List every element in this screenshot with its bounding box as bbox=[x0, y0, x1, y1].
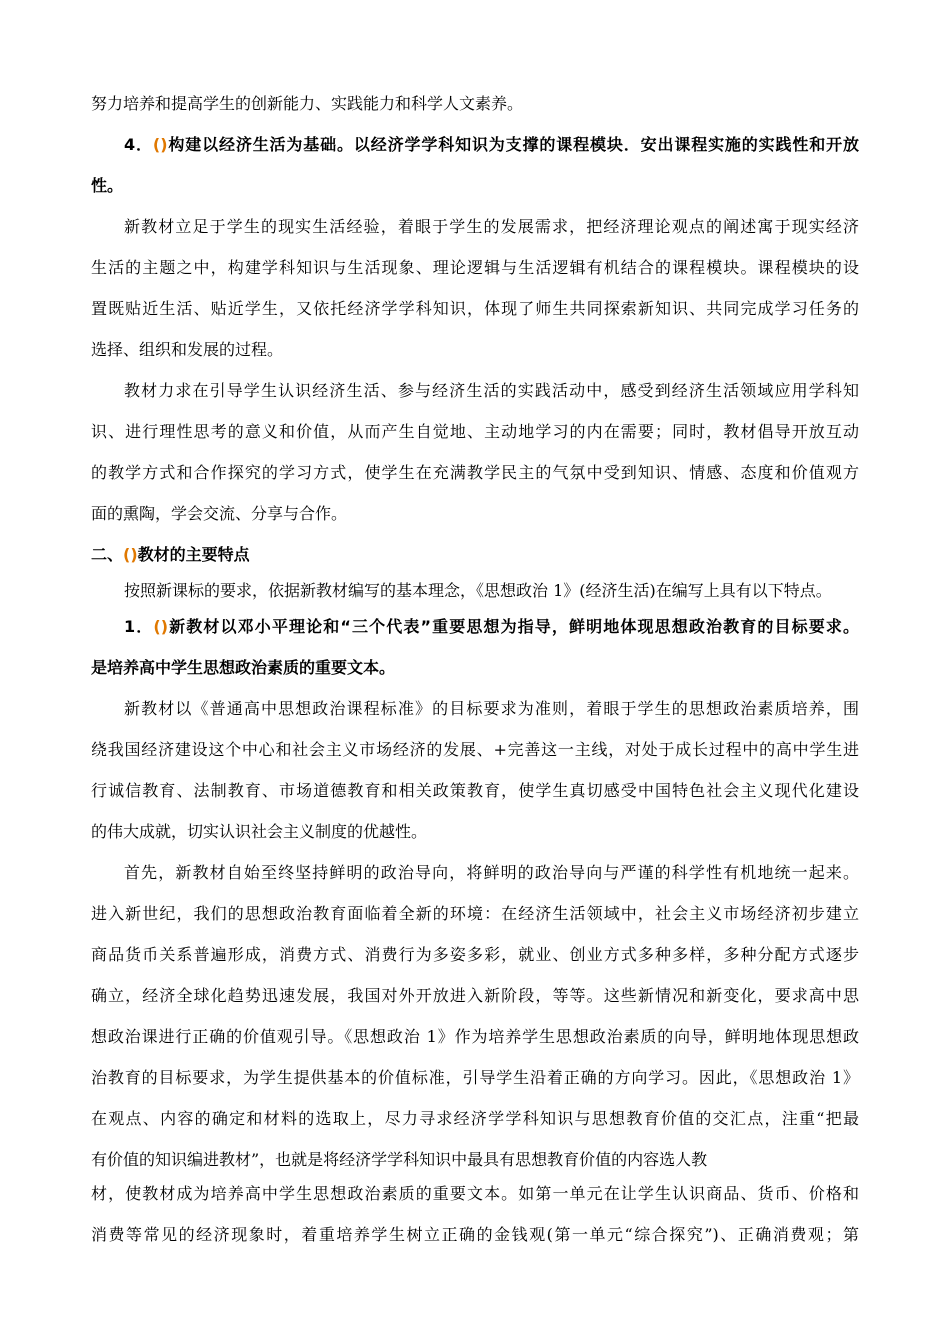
text-line: 按照新课标的要求，依据新教材编写的基本理念，《思想政治 1》(经济生活)在编写上具有以下特点。 bbox=[124, 581, 832, 600]
paragraph bbox=[91, 579, 859, 603]
text-line: 新教材立足于学生的现实生活经验，着眼于学生的发展需求，把经济理论观点的阐述寓于现实经济 bbox=[124, 217, 859, 236]
text-line: 进入新世纪，我们的思想政治教育面临着全新的环境：在经济生活领域中，社会主义市场经济初步建立 bbox=[91, 904, 859, 923]
paragraph bbox=[91, 697, 859, 844]
text-line: 置既贴近生活、贴近学生，又依托经济学学科知识，体现了师生共同探索新知识、共同完成学习任务的 bbox=[91, 299, 859, 318]
text-line: 新教材以《普通高中思想政治课程标准》的目标要求为准则，着眼于学生的思想政治素质培养，围 bbox=[124, 699, 859, 718]
text-line: 的教学方式和合作探究的学习方式，使学生在充满教学民主的气氛中受到知识、情感、态度和价值观方 bbox=[91, 463, 859, 482]
heading-line: 性。 bbox=[91, 176, 124, 195]
section-heading-2 bbox=[91, 543, 859, 567]
text-line: 在观点、内容的确定和材料的选取上，尽力寻求经济学学科知识与思想教育价值的交汇点，注重“把最 bbox=[91, 1109, 859, 1128]
text-line: 首先，新教材自始至终坚持鲜明的政治导向，将鲜明的政治导向与严谨的科学性有机地统一起来。 bbox=[124, 863, 859, 882]
heading-line: 是培养高中学生思想政治素质的重要文本。 bbox=[91, 658, 396, 677]
heading-line bbox=[91, 615, 859, 639]
text-line: 商品货币关系普遍形成，消费方式、消费行为多姿多彩，就业、创业方式多种多样，多种分配方式逐步 bbox=[91, 945, 859, 964]
text-line: 面的熏陶，学会交流、分享与合作。 bbox=[91, 504, 348, 523]
heading-text: 构建以经济生活为基础。以经济学学科知识为支撑的课程模块．安出课程实施的实践性和开放 bbox=[167, 135, 859, 154]
text-line: 识、进行理性思考的意义和价值，从而产生自觉地、主动地学习的内在需要；同时，教材倡导开放互动 bbox=[91, 422, 859, 441]
paragraph bbox=[91, 92, 859, 116]
heading-text: 新教材以邓小平理论和“三个代表”重要思想为指导，鲜明地体现思想政治教育的目标要求。 bbox=[168, 617, 859, 636]
text-line: 教材力求在引导学生认识经济生活、参与经济生活的实践活动中，感受到经济生活领域应用学科知 bbox=[124, 381, 859, 400]
text-line: 消费等常见的经济现象时，着重培养学生树立正确的金钱观(第一单元“综合探究”)、正确消费观；第 bbox=[91, 1225, 859, 1244]
text-line: 有价值的知识编进教材”，也就是将经济学学科知识中最具有思想教育价值的内容选人教 bbox=[91, 1150, 708, 1169]
heading-number: 1． bbox=[124, 617, 154, 636]
heading-number: 二、 bbox=[91, 545, 124, 564]
text-line: 治教育的目标要求，为学生提供基本的价值标准，引导学生沿着正确的方向学习。因此，《思想政治 1》 bbox=[91, 1068, 859, 1087]
text-line: 努力培养和提高学生的创新能力、实践能力和科学人文素养。 bbox=[91, 94, 524, 113]
paren-marker: () bbox=[152, 135, 168, 154]
document-page bbox=[91, 92, 859, 1247]
text-line: 行诚信教育、法制教育、市场道德教育和相关政策教育，使学生真切感受中国特色社会主义现代化建设 bbox=[91, 781, 859, 800]
paragraph bbox=[91, 861, 859, 1247]
text-line: 的伟大成就，切实认识社会主义制度的优越性。 bbox=[91, 822, 428, 841]
heading-line bbox=[91, 133, 859, 157]
heading-text: 教材的主要特点 bbox=[137, 545, 250, 564]
section-heading-4 bbox=[91, 133, 859, 198]
section-heading-1 bbox=[91, 615, 859, 680]
text-line: 想政治课进行正确的价值观引导。《思想政治 1》作为培养学生思想政治素质的向导，鲜明地体现思想政 bbox=[91, 1027, 859, 1046]
paragraph bbox=[91, 379, 859, 526]
paren-marker: () bbox=[123, 545, 138, 564]
heading-number: 4． bbox=[124, 135, 153, 154]
text-line: 生活的主题之中，构建学科知识与生活现象、理论逻辑与生活逻辑有机结合的课程模块。课程模块的设 bbox=[91, 258, 859, 277]
text-line: 确立，经济全球化趋势迅速发展，我国对外开放进入新阶段，等等。这些新情况和新变化，要求高中思 bbox=[91, 986, 859, 1005]
text-line: 材，使教材成为培养高中学生思想政治素质的重要文本。如第一单元在让学生认识商品、货币、价格和 bbox=[91, 1184, 859, 1203]
paragraph bbox=[91, 215, 859, 362]
paren-marker: () bbox=[153, 617, 168, 636]
text-line: 选择、组织和发展的过程。 bbox=[91, 340, 284, 359]
text-line: 绕我国经济建设这个中心和社会主义市场经济的发展、+完善这一主线，对处于成长过程中的高中学生进 bbox=[91, 740, 859, 759]
heading-line bbox=[91, 543, 859, 567]
